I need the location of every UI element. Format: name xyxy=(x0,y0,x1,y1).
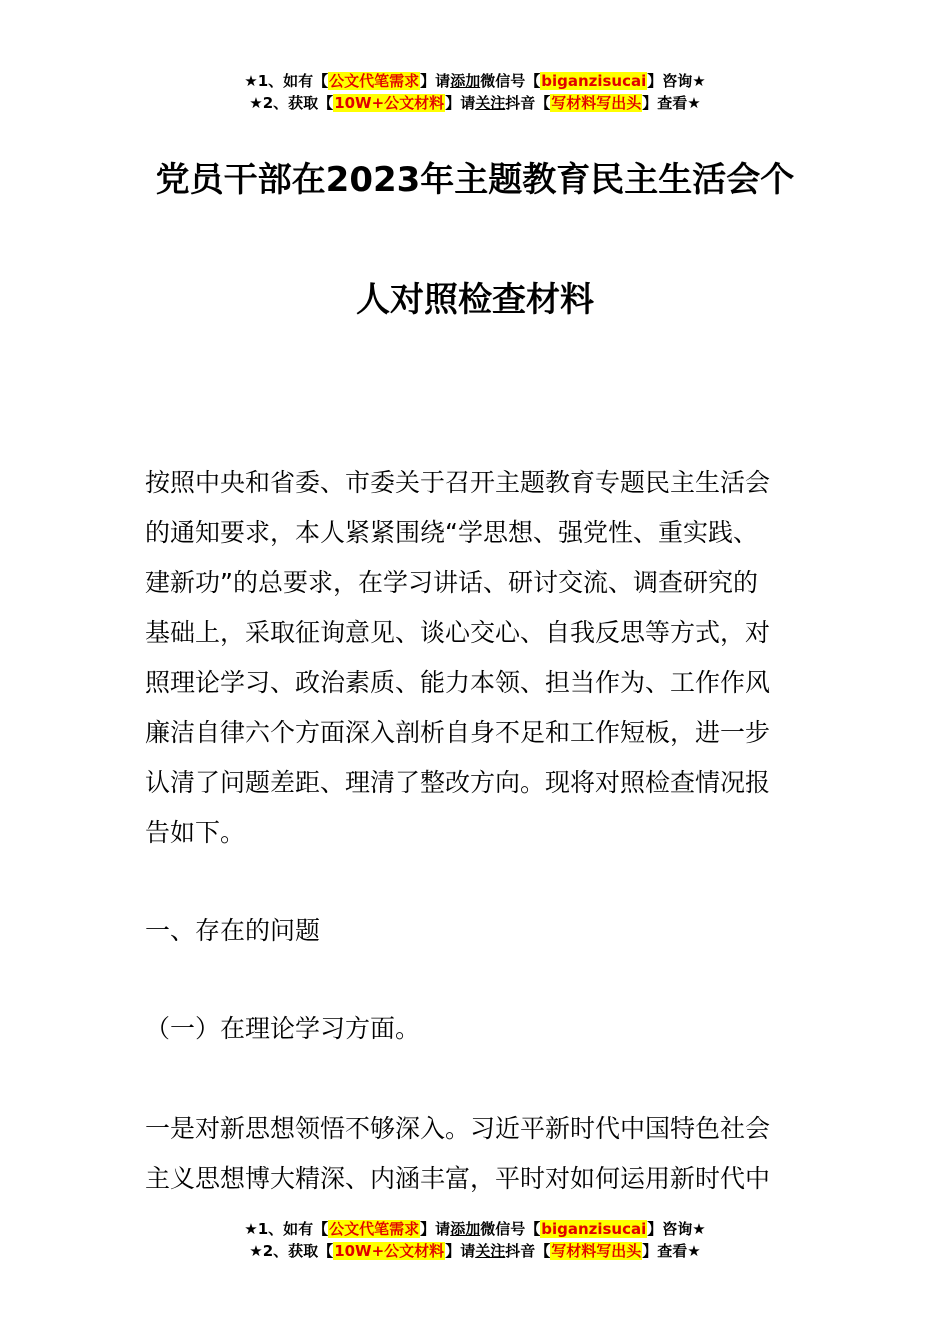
document-title-line-1: 党员干部在2023年主题教育民主生活会个 xyxy=(155,160,795,200)
top-promo-banner xyxy=(0,70,950,114)
text-line: 照理论学习、政治素质、能力本领、担当作为、工作作风 xyxy=(145,668,771,697)
promo-highlight: biganzisucai xyxy=(541,72,647,90)
promo-highlight: biganzisucai xyxy=(541,1220,647,1238)
text-line: 廉洁自律六个方面深入剖析自身不足和工作短板，进一步 xyxy=(145,718,771,747)
promo-highlight: 10W+公文材料 xyxy=(334,1242,445,1260)
promo-line-2: ★2、获取【10W+公文材料】请关注抖音【写材料写出头】查看★ xyxy=(249,1242,701,1260)
promo-highlight: 写材料写出头 xyxy=(551,94,642,112)
text-line: 主义思想博大精深、内涵丰富，平时对如何运用新时代中 xyxy=(145,1164,771,1193)
promo-line-1: ★1、如有【公文代笔需求】请添加微信号【biganzisucai】咨询★ xyxy=(244,1220,706,1238)
promo-highlight: 公文代笔需求 xyxy=(329,72,420,90)
promo-highlight: 10W+公文材料 xyxy=(334,94,445,112)
promo-line-2: ★2、获取【10W+公文材料】请关注抖音【写材料写出头】查看★ xyxy=(249,94,701,112)
text-line: 告如下。 xyxy=(145,818,246,847)
bottom-promo-banner xyxy=(0,1218,950,1262)
promo-line-1: ★1、如有【公文代笔需求】请添加微信号【biganzisucai】咨询★ xyxy=(244,72,706,90)
text-line: 认清了问题差距、理清了整改方向。现将对照检查情况报 xyxy=(145,768,771,797)
text-line: 的通知要求，本人紧紧围绕“学思想、强党性、重实践、 xyxy=(145,518,758,547)
document-title-line-2: 人对照检查材料 xyxy=(356,280,594,320)
promo-highlight: 写材料写出头 xyxy=(551,1242,642,1260)
promo-highlight: 公文代笔需求 xyxy=(329,1220,420,1238)
section-heading: 一、存在的问题 xyxy=(145,916,321,945)
text-line: 一是对新思想领悟不够深入。习近平新时代中国特色社会 xyxy=(145,1114,771,1143)
subsection-heading: （一）在理论学习方面。 xyxy=(145,1014,421,1043)
intro-paragraph xyxy=(145,458,810,858)
text-line: 按照中央和省委、市委关于召开主题教育专题民主生活会 xyxy=(145,468,771,497)
text-line: 建新功”的总要求，在学习讲话、研讨交流、调查研究的 xyxy=(145,568,758,597)
body-paragraph xyxy=(145,1104,810,1204)
text-line: 基础上，采取征询意见、谈心交心、自我反思等方式，对 xyxy=(145,618,771,647)
